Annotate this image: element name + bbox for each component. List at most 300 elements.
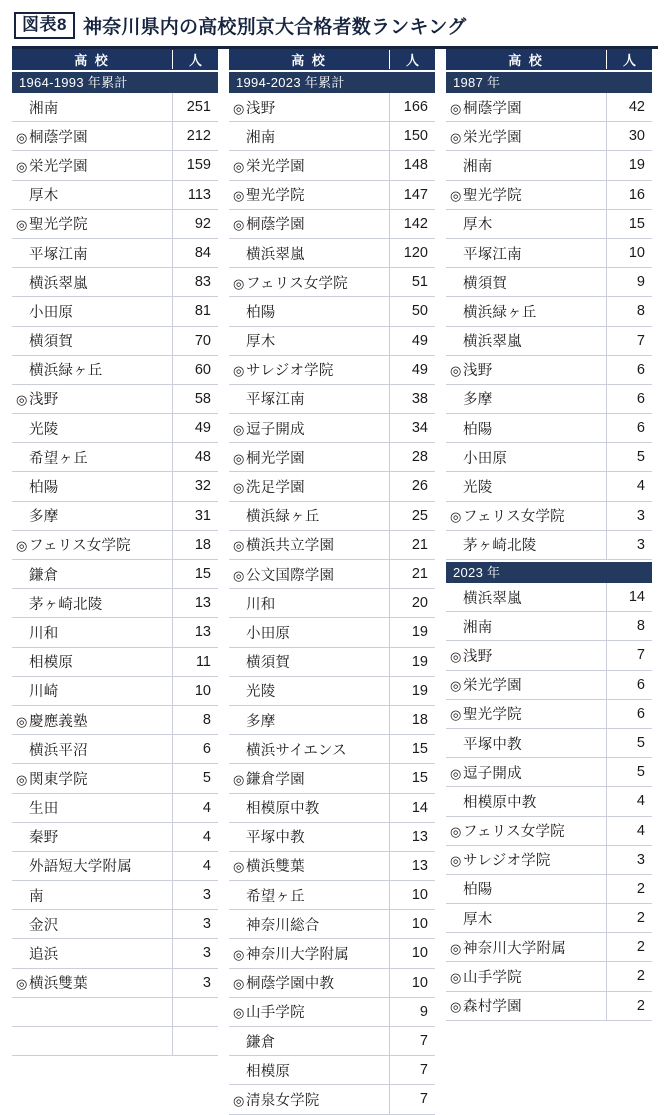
school-cell [12, 126, 172, 147]
school-name: 聖光学院 [246, 188, 305, 205]
table-row [12, 618, 218, 647]
school-name: サレジオ学院 [246, 363, 334, 380]
school-name: 多摩 [29, 509, 59, 526]
column-header-count: 人 [606, 50, 652, 69]
school-cell [446, 213, 606, 234]
table-row [12, 181, 218, 210]
school-name: 横浜翠嵐 [463, 590, 522, 607]
count-cell: 147 [389, 181, 435, 209]
school-cell [229, 885, 389, 906]
private-school-marker-icon: ◎ [450, 129, 462, 145]
school-cell [229, 534, 389, 555]
school-cell [446, 995, 606, 1016]
school-name: 浅野 [463, 648, 493, 665]
column-header [12, 49, 218, 70]
school-name: 光陵 [463, 480, 493, 497]
school-cell [12, 97, 172, 118]
school-cell [446, 820, 606, 841]
count-cell: 2 [606, 933, 652, 961]
school-name: 厚木 [463, 911, 493, 928]
table-row [446, 327, 652, 356]
table-column [12, 49, 218, 1056]
count-cell: 15 [389, 735, 435, 763]
count-cell: 10 [389, 881, 435, 909]
school-cell [12, 213, 172, 234]
private-school-marker-icon: ◎ [450, 999, 462, 1015]
table-columns [12, 49, 658, 1115]
school-cell [12, 534, 172, 555]
table-row [229, 589, 435, 618]
table-row [12, 560, 218, 589]
school-name: 秦野 [29, 830, 59, 847]
school-cell [12, 651, 172, 672]
school-name: 逗子開成 [463, 765, 522, 782]
count-cell: 19 [389, 677, 435, 705]
count-cell: 32 [172, 472, 218, 500]
table-row [229, 794, 435, 823]
figure-number-badge: 図表8 [14, 12, 75, 39]
count-cell: 10 [389, 910, 435, 938]
column-header-school: 高 校 [508, 53, 544, 68]
count-cell: 8 [606, 612, 652, 640]
school-cell [446, 359, 606, 380]
school-name: 鎌倉 [29, 567, 59, 584]
school-name: フェリス女学院 [29, 538, 131, 555]
count-cell: 10 [389, 939, 435, 967]
count-cell: 14 [389, 794, 435, 822]
count-cell: 4 [172, 852, 218, 880]
school-cell [229, 330, 389, 351]
count-cell: 11 [172, 648, 218, 676]
school-name: 神奈川大学附属 [463, 940, 566, 957]
count-cell: 4 [606, 472, 652, 500]
school-name: 茅ヶ崎北陵 [29, 596, 103, 613]
count-cell: 3 [172, 910, 218, 938]
school-name: サレジオ学院 [463, 853, 551, 870]
school-name: 栄光学園 [463, 129, 522, 146]
count-cell: 50 [389, 297, 435, 325]
table-row [229, 443, 435, 472]
school-cell [12, 301, 172, 322]
school-cell [229, 155, 389, 176]
school-name: 小田原 [29, 304, 74, 321]
private-school-marker-icon: ◎ [16, 713, 28, 729]
table-row [446, 210, 652, 239]
school-cell [229, 1060, 389, 1081]
school-cell [229, 593, 389, 614]
private-school-marker-icon: ◎ [233, 771, 245, 787]
count-cell: 6 [606, 700, 652, 728]
school-cell [446, 849, 606, 870]
count-cell: 19 [389, 648, 435, 676]
school-name: 横須賀 [29, 334, 74, 351]
table-row [12, 210, 218, 239]
count-cell: 142 [389, 210, 435, 238]
table-row [446, 502, 652, 531]
count-cell: 26 [389, 472, 435, 500]
table-row [446, 817, 652, 846]
private-school-marker-icon: ◎ [16, 129, 28, 145]
count-cell: 38 [389, 385, 435, 413]
table-row [446, 239, 652, 268]
table-row [12, 589, 218, 618]
table-row [12, 297, 218, 326]
private-school-marker-icon: ◎ [450, 363, 462, 379]
school-cell [446, 733, 606, 754]
school-cell [229, 301, 389, 322]
school-cell [12, 622, 172, 643]
table-row [12, 735, 218, 764]
table-row [12, 706, 218, 735]
count-cell: 7 [389, 1027, 435, 1055]
school-cell [12, 564, 172, 585]
school-name: 湘南 [463, 619, 493, 636]
private-school-marker-icon: ◎ [450, 824, 462, 840]
table-row [229, 618, 435, 647]
table-row [12, 502, 218, 531]
school-cell [446, 674, 606, 695]
school-name: 横須賀 [463, 275, 508, 292]
count-cell: 251 [172, 93, 218, 121]
school-cell [446, 534, 606, 555]
count-cell: 212 [172, 122, 218, 150]
count-cell: 6 [606, 385, 652, 413]
school-name: 桐蔭学園 [29, 129, 88, 146]
table-row [446, 268, 652, 297]
school-name: 平塚中教 [246, 830, 305, 847]
school-name: 横浜共立学園 [246, 538, 335, 555]
table-row [12, 414, 218, 443]
table-row [446, 297, 652, 326]
table-row [229, 706, 435, 735]
count-cell: 8 [606, 297, 652, 325]
school-name: 横浜翠嵐 [29, 275, 88, 292]
school-cell [229, 126, 389, 147]
table-row [229, 531, 435, 560]
school-name: 柏陽 [463, 421, 493, 438]
count-cell: 83 [172, 268, 218, 296]
table-row [12, 852, 218, 881]
school-cell [446, 966, 606, 987]
table-row [12, 823, 218, 852]
school-name: 公文国際学園 [246, 567, 335, 584]
private-school-marker-icon: ◎ [450, 765, 462, 781]
school-name: 栄光学園 [463, 678, 522, 695]
table-row [229, 327, 435, 356]
count-cell [172, 1027, 218, 1055]
school-cell [446, 272, 606, 293]
count-cell: 13 [389, 823, 435, 851]
table-row [229, 998, 435, 1027]
count-cell: 51 [389, 268, 435, 296]
count-cell: 5 [606, 729, 652, 757]
table-row [229, 181, 435, 210]
school-cell [229, 1089, 389, 1110]
table-row [12, 910, 218, 939]
school-cell [229, 476, 389, 497]
school-name: 山手学院 [246, 1005, 305, 1022]
private-school-marker-icon: ◎ [450, 648, 462, 664]
school-name: 横浜緑ヶ丘 [463, 304, 537, 321]
section-label: 1994-2023 年累計 [229, 72, 435, 93]
school-cell [229, 943, 389, 964]
table-row [446, 992, 652, 1021]
table-row [446, 385, 652, 414]
table-row [12, 794, 218, 823]
school-name: 金沢 [29, 917, 59, 934]
section-label: 1987 年 [446, 72, 652, 93]
count-cell: 3 [606, 502, 652, 530]
table-row [229, 764, 435, 793]
table-row [229, 151, 435, 180]
school-cell [12, 739, 172, 760]
table-row [229, 969, 435, 998]
school-name: 川崎 [29, 684, 59, 701]
column-header-count: 人 [172, 50, 218, 69]
school-cell [12, 184, 172, 205]
private-school-marker-icon: ◎ [233, 188, 245, 204]
count-cell: 42 [606, 93, 652, 121]
count-cell: 6 [606, 356, 652, 384]
private-school-marker-icon: ◎ [233, 100, 245, 116]
school-name: フェリス女学院 [463, 509, 565, 526]
school-cell [229, 184, 389, 205]
school-cell [229, 710, 389, 731]
private-school-marker-icon: ◎ [233, 450, 245, 466]
school-name: 聖光学院 [29, 217, 88, 234]
count-cell: 4 [172, 794, 218, 822]
column-header-count: 人 [389, 50, 435, 69]
private-school-marker-icon: ◎ [450, 707, 462, 723]
private-school-marker-icon: ◎ [450, 100, 462, 116]
school-name: 鎌倉 [246, 1034, 276, 1051]
count-cell: 113 [172, 181, 218, 209]
private-school-marker-icon: ◎ [16, 538, 28, 554]
table-row [446, 122, 652, 151]
school-cell [229, 505, 389, 526]
count-cell: 6 [172, 735, 218, 763]
school-cell [229, 797, 389, 818]
school-name: 平塚江南 [246, 392, 305, 409]
private-school-marker-icon: ◎ [450, 970, 462, 986]
figure-title-row [12, 10, 658, 45]
school-name: 栄光学園 [246, 158, 305, 175]
count-cell: 48 [172, 443, 218, 471]
school-name: 関東学院 [29, 771, 88, 788]
count-cell: 2 [606, 904, 652, 932]
count-cell: 14 [606, 583, 652, 611]
school-name: 聖光学院 [463, 188, 522, 205]
school-cell [229, 1031, 389, 1052]
column-header-school: 高 校 [291, 53, 327, 68]
count-cell: 9 [606, 268, 652, 296]
table-row [446, 612, 652, 641]
private-school-marker-icon: ◎ [450, 509, 462, 525]
table-row [446, 641, 652, 670]
table-row [229, 122, 435, 151]
school-name: 相模原中教 [246, 801, 320, 818]
school-name: 湘南 [463, 158, 493, 175]
school-name: 茅ヶ崎北陵 [463, 538, 537, 555]
count-cell: 10 [389, 969, 435, 997]
count-cell: 10 [172, 677, 218, 705]
school-name: 光陵 [246, 684, 276, 701]
school-name: 森村学園 [463, 999, 522, 1016]
table-row [446, 671, 652, 700]
school-name: 平塚江南 [29, 246, 88, 263]
table-row [229, 735, 435, 764]
table-row [446, 93, 652, 122]
count-cell: 20 [389, 589, 435, 617]
count-cell: 31 [172, 502, 218, 530]
table-row [229, 823, 435, 852]
school-name: 追浜 [29, 947, 59, 964]
school-name: 柏陽 [246, 304, 276, 321]
count-cell: 13 [389, 852, 435, 880]
private-school-marker-icon: ◎ [16, 158, 28, 174]
private-school-marker-icon: ◎ [233, 1092, 245, 1108]
count-cell: 13 [172, 618, 218, 646]
school-cell [229, 564, 389, 585]
school-cell [12, 1027, 172, 1055]
school-name: 横浜雙葉 [29, 976, 88, 993]
school-cell [12, 680, 172, 701]
table-row [12, 385, 218, 414]
school-name: 厚木 [246, 334, 276, 351]
school-name: 神奈川大学附属 [246, 947, 349, 964]
count-cell: 28 [389, 443, 435, 471]
table-row [446, 181, 652, 210]
count-cell: 7 [606, 327, 652, 355]
count-cell: 15 [389, 764, 435, 792]
school-name: 横浜雙葉 [246, 859, 305, 876]
school-cell [446, 505, 606, 526]
school-name: 光陵 [29, 421, 59, 438]
count-cell: 49 [172, 414, 218, 442]
table-rows [446, 583, 652, 1021]
school-cell [12, 855, 172, 876]
table-row [446, 787, 652, 816]
count-cell: 60 [172, 356, 218, 384]
table-row [446, 356, 652, 385]
count-cell: 5 [606, 443, 652, 471]
table-row [446, 846, 652, 875]
count-cell: 5 [606, 758, 652, 786]
table-rows [446, 93, 652, 560]
table-row [229, 93, 435, 122]
table-row [229, 1056, 435, 1085]
school-name: 浅野 [463, 363, 493, 380]
school-cell [446, 418, 606, 439]
school-cell [446, 155, 606, 176]
school-name: 洗足学園 [246, 480, 305, 497]
school-cell [12, 447, 172, 468]
school-name: 桐蔭学園 [463, 100, 522, 117]
school-cell [12, 768, 172, 789]
private-school-marker-icon: ◎ [233, 158, 245, 174]
school-name: フェリス女学院 [246, 275, 348, 292]
table-row [229, 472, 435, 501]
table-row [446, 933, 652, 962]
school-cell [446, 908, 606, 929]
count-cell: 3 [172, 969, 218, 997]
table-row [12, 677, 218, 706]
private-school-marker-icon: ◎ [16, 217, 28, 233]
table-column [229, 49, 435, 1115]
school-name: 厚木 [463, 217, 493, 234]
private-school-marker-icon: ◎ [233, 567, 245, 583]
private-school-marker-icon: ◎ [233, 217, 245, 233]
count-cell: 19 [389, 618, 435, 646]
count-cell: 16 [606, 181, 652, 209]
table-row [446, 758, 652, 787]
school-cell [12, 418, 172, 439]
count-cell: 81 [172, 297, 218, 325]
table-row [446, 875, 652, 904]
table-row [446, 472, 652, 501]
private-school-marker-icon: ◎ [233, 976, 245, 992]
school-cell [229, 359, 389, 380]
table-row [12, 239, 218, 268]
school-name: 栄光学園 [29, 158, 88, 175]
school-name: 慶應義塾 [29, 713, 88, 730]
school-cell [12, 272, 172, 293]
school-name: 柏陽 [29, 480, 59, 497]
table-row [229, 648, 435, 677]
count-cell: 9 [389, 998, 435, 1026]
school-name: 湘南 [246, 129, 276, 146]
school-cell [446, 184, 606, 205]
school-name: 柏陽 [463, 882, 493, 899]
school-cell [229, 768, 389, 789]
school-name: 鎌倉学園 [246, 771, 305, 788]
school-cell [12, 998, 172, 1026]
private-school-marker-icon: ◎ [233, 859, 245, 875]
table-rows [229, 93, 435, 1115]
count-cell: 3 [606, 846, 652, 874]
table-row [229, 502, 435, 531]
school-cell [12, 826, 172, 847]
school-name: 川和 [29, 625, 59, 642]
school-cell [229, 622, 389, 643]
school-cell [446, 97, 606, 118]
school-cell [229, 272, 389, 293]
school-name: 桐蔭学園中教 [246, 976, 335, 993]
school-name: 厚木 [29, 188, 59, 205]
count-cell: 3 [172, 881, 218, 909]
school-name: 横浜翠嵐 [246, 246, 305, 263]
count-cell: 58 [172, 385, 218, 413]
count-cell: 2 [606, 962, 652, 990]
table-row [446, 531, 652, 560]
count-cell: 7 [606, 641, 652, 669]
count-cell: 3 [606, 531, 652, 559]
school-cell [229, 651, 389, 672]
table-row [12, 764, 218, 793]
table-row [12, 268, 218, 297]
school-name: 聖光学院 [463, 707, 522, 724]
count-cell: 4 [172, 823, 218, 851]
school-cell [446, 447, 606, 468]
table-row [12, 122, 218, 151]
private-school-marker-icon: ◎ [16, 771, 28, 787]
table-rows [12, 93, 218, 1056]
school-name: 浅野 [246, 100, 276, 117]
school-name: 横浜翠嵐 [463, 334, 522, 351]
school-name: 横浜平沼 [29, 742, 88, 759]
count-cell: 5 [172, 764, 218, 792]
table-row [229, 1085, 435, 1114]
